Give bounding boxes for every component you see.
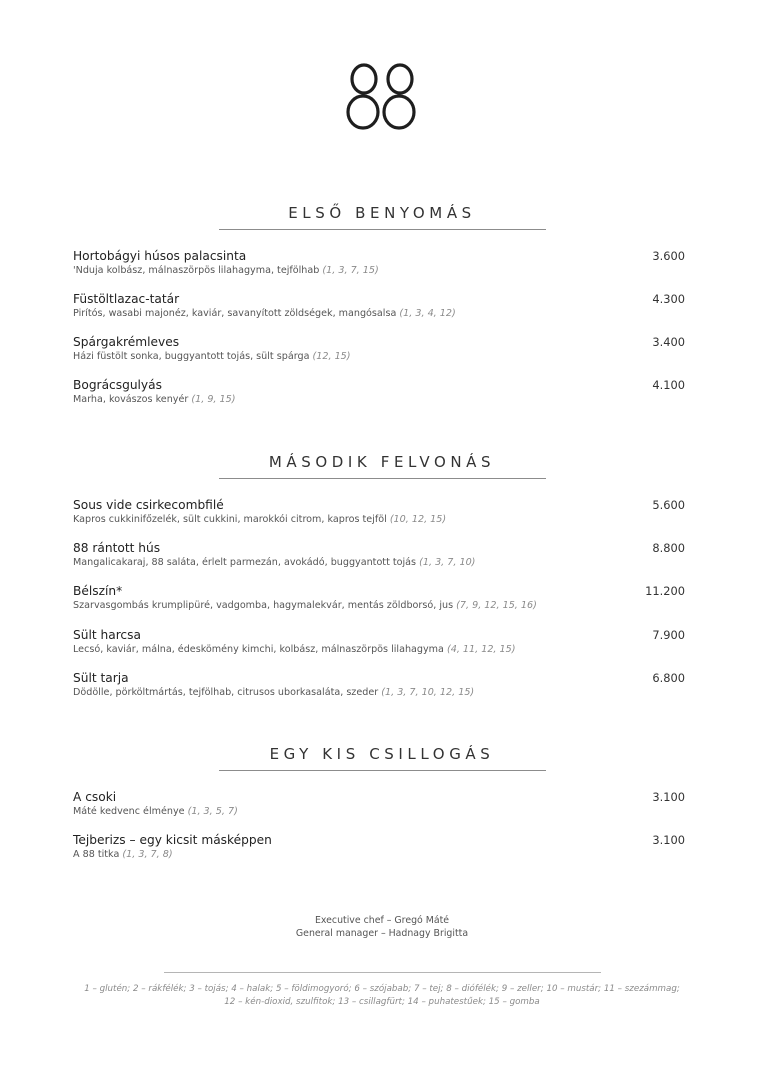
executive-chef: Executive chef – Gregó Máté bbox=[314, 915, 450, 926]
item-description: A 88 titka (1, 3, 7, 8) bbox=[73, 849, 173, 860]
item-allergens: (4, 11, 12, 15) bbox=[446, 644, 516, 655]
item-description: Pirítós, wasabi majonéz, kaviár, savanyított zöldségek, mangósalsa (1, 3, 4, 12) bbox=[73, 308, 456, 319]
item-description: Máté kedvenc élménye (1, 3, 5, 7) bbox=[73, 806, 238, 817]
item-description: 'Nduja kolbász, málnaszörpös lilahagyma, tejfölhab (1, 3, 7, 15) bbox=[73, 265, 379, 276]
item-name: Bográcsgulyás bbox=[73, 378, 162, 392]
item-allergens: (1, 3, 4, 12) bbox=[399, 308, 456, 319]
item-price: 11.200 bbox=[645, 584, 685, 598]
item-price: 4.300 bbox=[652, 292, 685, 306]
item-description: Lecsó, kaviár, málna, édeskömény kimchi, kolbász, málnaszörpös lilahagyma (4, 11, 12, 15) bbox=[73, 644, 516, 655]
item-name: Füstöltlazac-tatár bbox=[73, 292, 180, 306]
item-name: Sous vide csirkecombfilé bbox=[73, 498, 224, 512]
item-name: Hortobágyi húsos palacsinta bbox=[73, 249, 247, 263]
item-allergens: (1, 3, 7, 8) bbox=[122, 849, 173, 860]
menu-item bbox=[73, 335, 685, 364]
item-description: Marha, kovászos kenyér (1, 9, 15) bbox=[73, 394, 236, 405]
section-divider bbox=[219, 478, 546, 479]
allergen-legend-line: 1 – glutén; 2 – rákfélék; 3 – tojás; 4 – halak; 5 – földimogyoró; 6 – szójabab; 7 – tej; 8 – diófélék; 9 – zeller; 10 – mustár; 11 – szezámmag; bbox=[84, 984, 680, 994]
menu-item bbox=[73, 292, 685, 321]
menu-item bbox=[73, 378, 685, 407]
item-allergens: (12, 15) bbox=[312, 351, 351, 362]
section-divider bbox=[219, 229, 546, 230]
restaurant-logo bbox=[0, 62, 764, 136]
item-allergens: (1, 3, 5, 7) bbox=[187, 806, 238, 817]
section-title: ELSŐ BENYOMÁS bbox=[288, 204, 476, 222]
footer-divider bbox=[164, 972, 601, 973]
section-title: EGY KIS CSILLOGÁS bbox=[269, 745, 495, 763]
menu-item bbox=[73, 498, 685, 527]
allergen-legend bbox=[40, 983, 724, 1009]
item-name: Sült harcsa bbox=[73, 628, 141, 642]
menu-item bbox=[73, 541, 685, 570]
staff-credits bbox=[0, 914, 764, 940]
item-price: 8.800 bbox=[652, 541, 685, 555]
item-price: 3.400 bbox=[652, 335, 685, 349]
menu-item bbox=[73, 584, 685, 613]
menu-item bbox=[73, 671, 685, 700]
item-price: 6.800 bbox=[652, 671, 685, 685]
logo-88-mark bbox=[342, 62, 422, 132]
item-description: Házi füstölt sonka, buggyantott tojás, sült spárga (12, 15) bbox=[73, 351, 351, 362]
item-allergens: (1, 3, 7, 15) bbox=[322, 265, 379, 276]
item-allergens: (7, 9, 12, 15, 16) bbox=[456, 600, 537, 611]
item-price: 4.100 bbox=[652, 378, 685, 392]
item-name: Tejberizs – egy kicsit másképpen bbox=[73, 833, 272, 847]
menu-item bbox=[73, 790, 685, 819]
item-price: 3.100 bbox=[652, 790, 685, 804]
allergen-legend-line: 12 – kén-dioxid, szulfitok; 13 – csillagfürt; 14 – puhatestűek; 15 – gomba bbox=[224, 997, 540, 1007]
item-allergens: (1, 3, 7, 10, 12, 15) bbox=[381, 687, 475, 698]
item-name: A csoki bbox=[73, 790, 117, 804]
item-name: Sült tarja bbox=[73, 671, 129, 685]
menu-item bbox=[73, 833, 685, 862]
item-price: 3.100 bbox=[652, 833, 685, 847]
item-price: 3.600 bbox=[652, 249, 685, 263]
item-description: Kapros cukkinifőzelék, sült cukkini, marokkói citrom, kapros tejföl (10, 12, 15) bbox=[73, 514, 447, 525]
item-price: 7.900 bbox=[652, 628, 685, 642]
section-title: MÁSODIK FELVONÁS bbox=[268, 453, 496, 471]
item-price: 5.600 bbox=[652, 498, 685, 512]
item-description: Mangalicakaraj, 88 saláta, érlelt parmezán, avokádó, buggyantott tojás (1, 3, 7, 10) bbox=[73, 557, 476, 568]
item-name: Spárgakrémleves bbox=[73, 335, 180, 349]
item-allergens: (1, 9, 15) bbox=[191, 394, 236, 405]
item-description: Dödölle, pörköltmártás, tejfölhab, citrusos uborkasaláta, szeder (1, 3, 7, 10, 12, 15) bbox=[73, 687, 475, 698]
item-name: Bélszín* bbox=[73, 584, 123, 598]
section-divider bbox=[219, 770, 546, 771]
item-allergens: (10, 12, 15) bbox=[389, 514, 447, 525]
item-description: Szarvasgombás krumplipüré, vadgomba, hagymalekvár, mentás zöldborsó, jus (7, 9, 12, 15, 16) bbox=[73, 600, 537, 611]
general-manager: General manager – Hadnagy Brigitta bbox=[295, 928, 469, 939]
menu-item bbox=[73, 249, 685, 278]
item-allergens: (1, 3, 7, 10) bbox=[419, 557, 476, 568]
item-name: 88 rántott hús bbox=[73, 541, 161, 555]
menu-item bbox=[73, 628, 685, 657]
